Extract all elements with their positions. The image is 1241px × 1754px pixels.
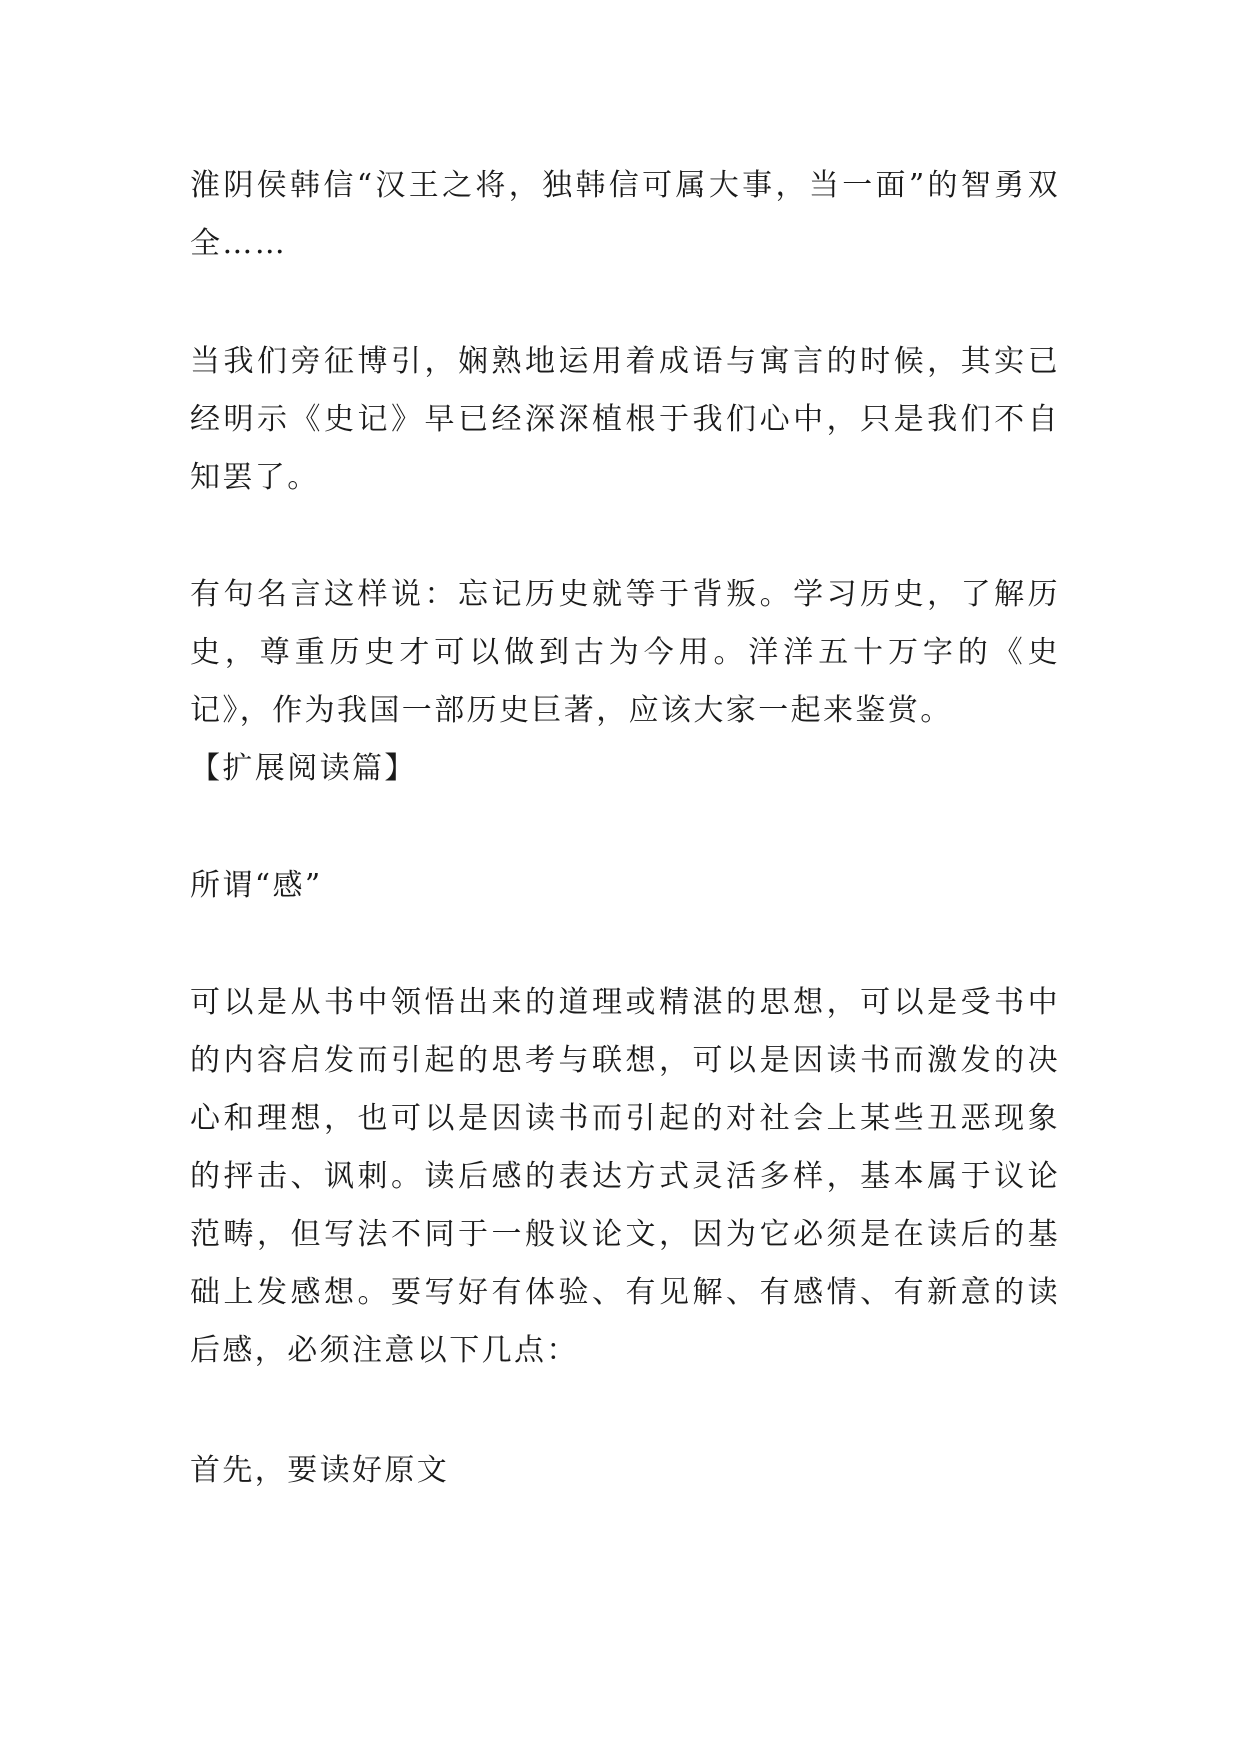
paragraph-reading-reflection: 可以是从书中领悟出来的道理或精湛的思想，可以是受书中的内容启发而引起的思考与联想，可以是因读书而激发的决心和理想，也可以是因读书而引起的对社会上某些丑恶现象的抨击、讽刺。读后感的表达方式灵活多样，基本属于议论范畴，但写法不同于一般议论文，因为它必须是在读后的基础上发感想。要写好有体验、有见解、有感情、有新意的读后感，必须注意以下几点： [190, 985, 1060, 1368]
paragraph-first-point: 首先，要读好原文 [190, 1453, 450, 1488]
paragraph-shiji-rooted: 当我们旁征博引，娴熟地运用着成语与寓言的时候，其实已经明示《史记》早已经深深植根于我们心中，只是我们不自知罢了。 [190, 344, 1060, 495]
section-heading-extended-reading: 【扩展阅读篇】 [190, 751, 417, 786]
paragraph-gan-definition-title: 所谓“感” [190, 868, 323, 903]
paragraph-han-xin: 淮阴侯韩信“汉王之将，独韩信可属大事，当一面”的智勇双全…… [190, 168, 1060, 261]
paragraph-history-quote: 有句名言这样说：忘记历史就等于背叛。学习历史，了解历史，尊重历史才可以做到古为今用。洋洋五十万字的《史记》，作为我国一部历史巨著，应该大家一起来鉴赏。 [190, 577, 1060, 728]
